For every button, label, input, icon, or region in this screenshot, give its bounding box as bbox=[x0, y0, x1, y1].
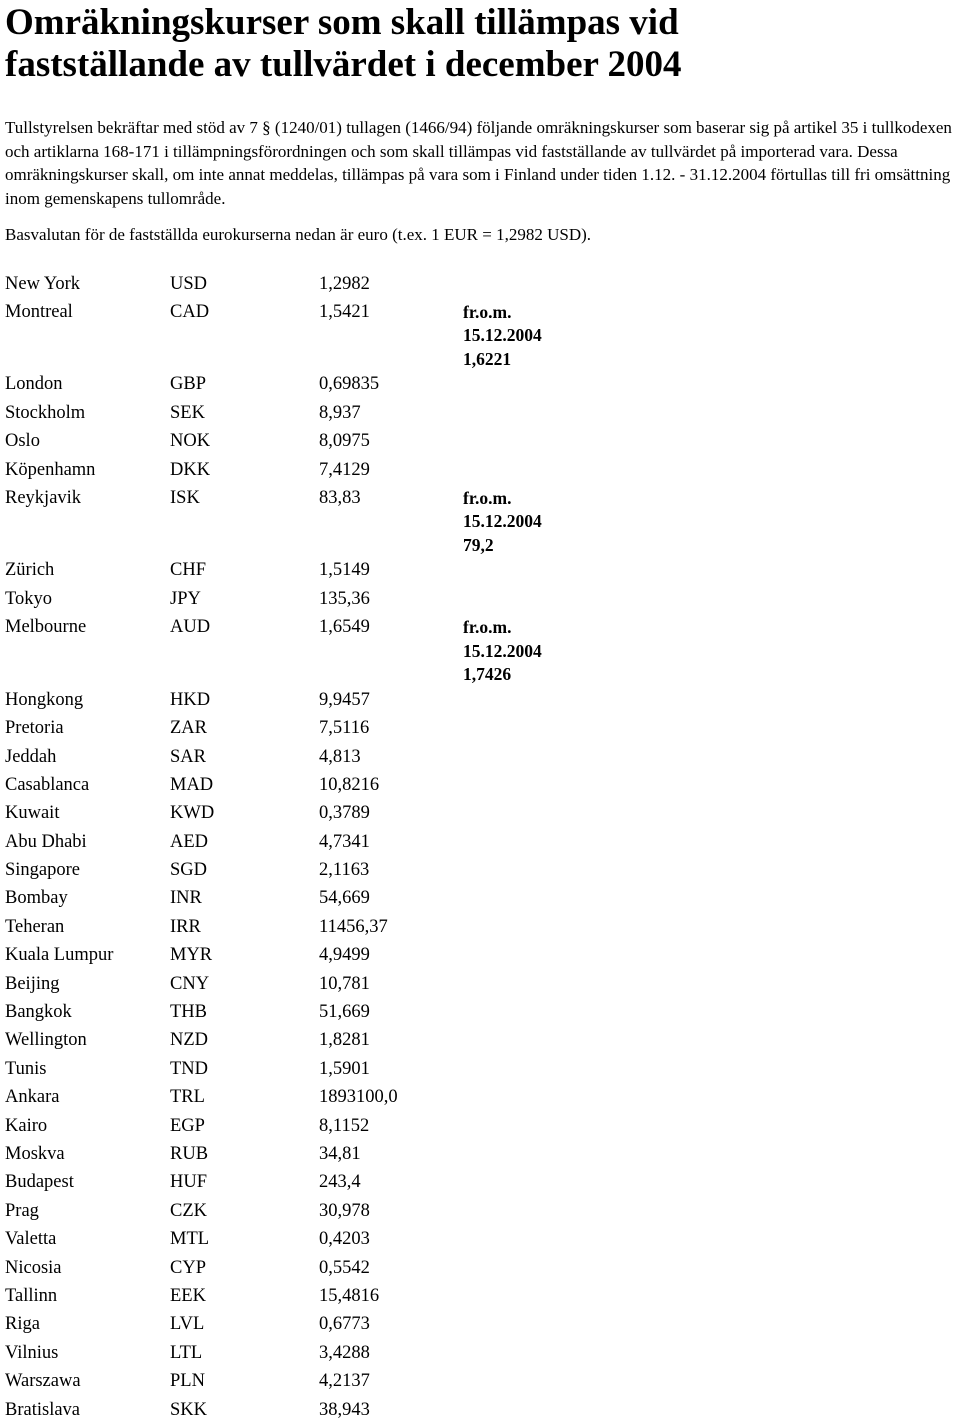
city-cell: London bbox=[5, 374, 63, 395]
rate-change-note bbox=[463, 1368, 613, 1396]
table-row bbox=[5, 1340, 613, 1368]
rate-change-note bbox=[463, 1027, 613, 1055]
page-title bbox=[5, 0, 955, 86]
city-cell: Wellington bbox=[5, 1030, 87, 1051]
currency-code-cell: DKK bbox=[170, 459, 211, 480]
currency-code-cell: MTL bbox=[170, 1229, 210, 1250]
rate-cell: 4,813 bbox=[319, 746, 361, 767]
city-cell: Montreal bbox=[5, 301, 73, 322]
city-cell: Hongkong bbox=[5, 689, 84, 710]
currency-code-cell: JPY bbox=[170, 588, 201, 609]
rate-change-note-line: 15.12.2004 bbox=[463, 511, 542, 532]
table-row bbox=[5, 1226, 613, 1254]
rate-cell: 10,781 bbox=[319, 973, 370, 994]
rate-cell: 4,9499 bbox=[319, 945, 370, 966]
rate-cell: 0,3789 bbox=[319, 803, 370, 824]
base-currency-paragraph: Basvalutan för de fastställda eurokurserna nedan är euro (t.ex. 1 EUR = 1,2982 USD). bbox=[5, 225, 592, 244]
currency-code-cell: RUB bbox=[170, 1143, 209, 1164]
rate-change-note bbox=[463, 914, 613, 942]
rate-change-note bbox=[463, 457, 613, 485]
table-row bbox=[5, 744, 613, 772]
currency-code-cell: NOK bbox=[170, 431, 211, 452]
rate-cell: 8,0975 bbox=[319, 431, 370, 452]
table-row bbox=[5, 1368, 613, 1396]
currency-code-cell: EGP bbox=[170, 1115, 205, 1136]
rate-change-note-line: 79,2 bbox=[463, 534, 494, 555]
city-cell: Ankara bbox=[5, 1087, 60, 1108]
rate-change-note bbox=[463, 299, 613, 372]
currency-code-cell: SKK bbox=[170, 1399, 208, 1420]
rate-cell: 1,5149 bbox=[319, 560, 370, 581]
currency-code-cell: SEK bbox=[170, 402, 205, 423]
currency-code-cell: IRR bbox=[170, 916, 201, 937]
rate-cell: 34,81 bbox=[319, 1143, 361, 1164]
rate-change-note-line: 15.12.2004 bbox=[463, 325, 542, 346]
rate-change-note bbox=[463, 557, 613, 585]
rate-change-note bbox=[463, 1226, 613, 1254]
rate-change-note bbox=[463, 857, 613, 885]
rate-cell: 1,6549 bbox=[319, 617, 370, 638]
city-cell: Abu Dhabi bbox=[5, 831, 87, 852]
table-row bbox=[5, 1198, 613, 1226]
currency-code-cell: HKD bbox=[170, 689, 211, 710]
currency-code-cell: LVL bbox=[170, 1314, 205, 1335]
rate-cell: 1,2982 bbox=[319, 273, 370, 294]
table-row bbox=[5, 999, 613, 1027]
rate-change-note bbox=[463, 1397, 613, 1425]
city-cell: Warszawa bbox=[5, 1371, 81, 1392]
currency-code-cell: TND bbox=[170, 1058, 209, 1079]
city-cell: Vilnius bbox=[5, 1342, 59, 1363]
city-cell: Oslo bbox=[5, 431, 40, 452]
table-row bbox=[5, 371, 613, 399]
currency-code-cell: KWD bbox=[170, 803, 215, 824]
rate-cell: 243,4 bbox=[319, 1172, 361, 1193]
rate-change-note bbox=[463, 1198, 613, 1226]
currency-code-cell: LTL bbox=[170, 1342, 203, 1363]
currency-code-cell: MYR bbox=[170, 945, 213, 966]
currency-code-cell: ISK bbox=[170, 487, 200, 508]
city-cell: Singapore bbox=[5, 860, 81, 881]
table-row bbox=[5, 1141, 613, 1169]
intro-paragraph: Tullstyrelsen bekräftar med stöd av 7 § (1240/01) tullagen (1466/94) följande omräkningskurser som baserar sig på artikel 35 i tullkodexen och artiklarna 168-171 i tillämpningsförordningen och som skall tillämpas vid fastställande av tullvärdet på importerad vara. Dessa omräkningskurser skall, om inte annat meddelas, tillämpas på vara som i Finland under tiden 1.12. - 31.12.2004 förtullas till fri omsättning inom gemenskapens tullområde. bbox=[5, 118, 952, 208]
currency-code-cell: AUD bbox=[170, 617, 211, 638]
currency-code-cell: NZD bbox=[170, 1030, 209, 1051]
city-cell: Bangkok bbox=[5, 1002, 72, 1023]
city-cell: Riga bbox=[5, 1314, 40, 1335]
table-row bbox=[5, 857, 613, 885]
city-cell: Kuwait bbox=[5, 803, 60, 824]
exchange-rate-table bbox=[5, 271, 613, 1425]
rate-cell: 83,83 bbox=[319, 487, 361, 508]
rate-cell: 51,669 bbox=[319, 1002, 370, 1023]
city-cell: Kuala Lumpur bbox=[5, 945, 114, 966]
rate-change-note bbox=[463, 999, 613, 1027]
city-cell: Melbourne bbox=[5, 617, 87, 638]
rate-change-note bbox=[463, 687, 613, 715]
rate-change-note bbox=[463, 1311, 613, 1339]
table-row bbox=[5, 914, 613, 942]
currency-code-cell: USD bbox=[170, 273, 208, 294]
table-row bbox=[5, 942, 613, 970]
table-row bbox=[5, 400, 613, 428]
table-row bbox=[5, 885, 613, 913]
rate-change-note bbox=[463, 942, 613, 970]
rate-change-note bbox=[463, 485, 613, 558]
currency-code-cell: EEK bbox=[170, 1285, 206, 1306]
exchange-rate-table-body bbox=[5, 271, 613, 1425]
rate-cell: 0,4203 bbox=[319, 1229, 370, 1250]
rate-cell: 135,36 bbox=[319, 588, 370, 609]
city-cell: New York bbox=[5, 273, 81, 294]
rate-cell: 0,69835 bbox=[319, 374, 380, 395]
table-row bbox=[5, 557, 613, 585]
table-row bbox=[5, 1283, 613, 1311]
rate-cell: 54,669 bbox=[319, 888, 370, 909]
currency-code-cell: AED bbox=[170, 831, 209, 852]
currency-code-cell: CYP bbox=[170, 1257, 206, 1278]
city-cell: Tallinn bbox=[5, 1285, 58, 1306]
rate-cell: 0,5542 bbox=[319, 1257, 370, 1278]
city-cell: Prag bbox=[5, 1200, 39, 1221]
rate-change-note bbox=[463, 428, 613, 456]
rate-cell: 4,2137 bbox=[319, 1371, 370, 1392]
currency-code-cell: CAD bbox=[170, 301, 210, 322]
rate-change-note bbox=[463, 772, 613, 800]
rate-change-note bbox=[463, 371, 613, 399]
rate-cell: 3,4288 bbox=[319, 1342, 370, 1363]
city-cell: Budapest bbox=[5, 1172, 74, 1193]
table-row bbox=[5, 971, 613, 999]
currency-code-cell: CNY bbox=[170, 973, 210, 994]
rate-change-note-line: 1,7426 bbox=[463, 664, 512, 685]
rate-change-note bbox=[463, 1340, 613, 1368]
city-cell: Jeddah bbox=[5, 746, 57, 767]
rate-cell: 9,9457 bbox=[319, 689, 370, 710]
city-cell: Nicosia bbox=[5, 1257, 62, 1278]
table-row bbox=[5, 457, 613, 485]
city-cell: Zürich bbox=[5, 560, 55, 581]
table-row bbox=[5, 271, 613, 299]
city-cell: Valetta bbox=[5, 1229, 57, 1250]
rate-cell: 4,7341 bbox=[319, 831, 370, 852]
table-row bbox=[5, 1084, 613, 1112]
currency-code-cell: GBP bbox=[170, 374, 206, 395]
rate-change-note bbox=[463, 800, 613, 828]
table-row bbox=[5, 1169, 613, 1197]
city-cell: Kairo bbox=[5, 1115, 48, 1136]
city-cell: Teheran bbox=[5, 916, 65, 937]
page-title-line-1: Omräkningskurser som skall tillämpas vid bbox=[5, 2, 679, 43]
table-row bbox=[5, 715, 613, 743]
currency-code-cell: PLN bbox=[170, 1371, 205, 1392]
rate-change-note bbox=[463, 614, 613, 687]
rate-cell: 1,5421 bbox=[319, 301, 370, 322]
rate-change-note bbox=[463, 1169, 613, 1197]
rate-cell: 8,937 bbox=[319, 402, 361, 423]
rate-change-note bbox=[463, 1084, 613, 1112]
table-row bbox=[5, 772, 613, 800]
rate-change-note bbox=[463, 829, 613, 857]
currency-code-cell: CZK bbox=[170, 1200, 207, 1221]
table-row bbox=[5, 586, 613, 614]
city-cell: Bombay bbox=[5, 888, 68, 909]
currency-code-cell: SAR bbox=[170, 746, 206, 767]
city-cell: Stockholm bbox=[5, 402, 86, 423]
city-cell: Bratislava bbox=[5, 1399, 81, 1420]
rate-change-note-line: 1,6221 bbox=[463, 348, 512, 369]
rate-change-note-line: 15.12.2004 bbox=[463, 640, 542, 661]
table-row bbox=[5, 1113, 613, 1141]
rate-change-note bbox=[463, 1141, 613, 1169]
city-cell: Reykjavik bbox=[5, 487, 82, 508]
rate-cell: 0,6773 bbox=[319, 1314, 370, 1335]
currency-code-cell: THB bbox=[170, 1002, 207, 1023]
rate-cell: 1,8281 bbox=[319, 1030, 370, 1051]
table-row bbox=[5, 1255, 613, 1283]
rate-change-note-line: fr.o.m. bbox=[463, 487, 512, 508]
rate-cell: 38,943 bbox=[319, 1399, 370, 1420]
table-row bbox=[5, 485, 613, 558]
city-cell: Moskva bbox=[5, 1143, 65, 1164]
rate-change-note-line: fr.o.m. bbox=[463, 617, 512, 638]
rate-change-note bbox=[463, 1283, 613, 1311]
rate-change-note bbox=[463, 271, 613, 299]
rate-cell: 30,978 bbox=[319, 1200, 370, 1221]
currency-code-cell: HUF bbox=[170, 1172, 208, 1193]
rate-cell: 7,5116 bbox=[319, 718, 370, 739]
rate-cell: 10,8216 bbox=[319, 774, 380, 795]
rate-cell: 11456,37 bbox=[319, 916, 388, 937]
document-page bbox=[5, 0, 955, 1425]
rate-change-note bbox=[463, 1056, 613, 1084]
currency-code-cell: ZAR bbox=[170, 718, 207, 739]
rate-change-note-line: fr.o.m. bbox=[463, 301, 512, 322]
table-row bbox=[5, 1056, 613, 1084]
table-row bbox=[5, 1027, 613, 1055]
rate-change-note bbox=[463, 885, 613, 913]
rate-change-note bbox=[463, 971, 613, 999]
rate-cell: 15,4816 bbox=[319, 1285, 380, 1306]
table-row bbox=[5, 829, 613, 857]
table-row bbox=[5, 800, 613, 828]
table-row bbox=[5, 1397, 613, 1425]
table-row bbox=[5, 299, 613, 372]
rate-change-note bbox=[463, 715, 613, 743]
currency-code-cell: CHF bbox=[170, 560, 206, 581]
city-cell: Köpenhamn bbox=[5, 459, 96, 480]
rate-change-note bbox=[463, 1255, 613, 1283]
city-cell: Beijing bbox=[5, 973, 60, 994]
city-cell: Tunis bbox=[5, 1058, 47, 1079]
table-row bbox=[5, 687, 613, 715]
currency-code-cell: INR bbox=[170, 888, 202, 909]
rate-change-note bbox=[463, 1113, 613, 1141]
rate-cell: 1893100,0 bbox=[319, 1087, 398, 1108]
city-cell: Casablanca bbox=[5, 774, 90, 795]
table-row bbox=[5, 428, 613, 456]
rate-change-note bbox=[463, 744, 613, 772]
city-cell: Tokyo bbox=[5, 588, 53, 609]
rate-change-note bbox=[463, 400, 613, 428]
table-row bbox=[5, 1311, 613, 1339]
table-row bbox=[5, 614, 613, 687]
rate-cell: 1,5901 bbox=[319, 1058, 370, 1079]
rate-change-note bbox=[463, 586, 613, 614]
page-title-line-2: fastställande av tullvärdet i december 2004 bbox=[5, 44, 682, 85]
rate-cell: 8,1152 bbox=[319, 1115, 370, 1136]
rate-cell: 7,4129 bbox=[319, 459, 370, 480]
currency-code-cell: MAD bbox=[170, 774, 214, 795]
city-cell: Pretoria bbox=[5, 718, 64, 739]
currency-code-cell: SGD bbox=[170, 860, 208, 881]
currency-code-cell: TRL bbox=[170, 1087, 205, 1108]
rate-cell: 2,1163 bbox=[319, 860, 370, 881]
